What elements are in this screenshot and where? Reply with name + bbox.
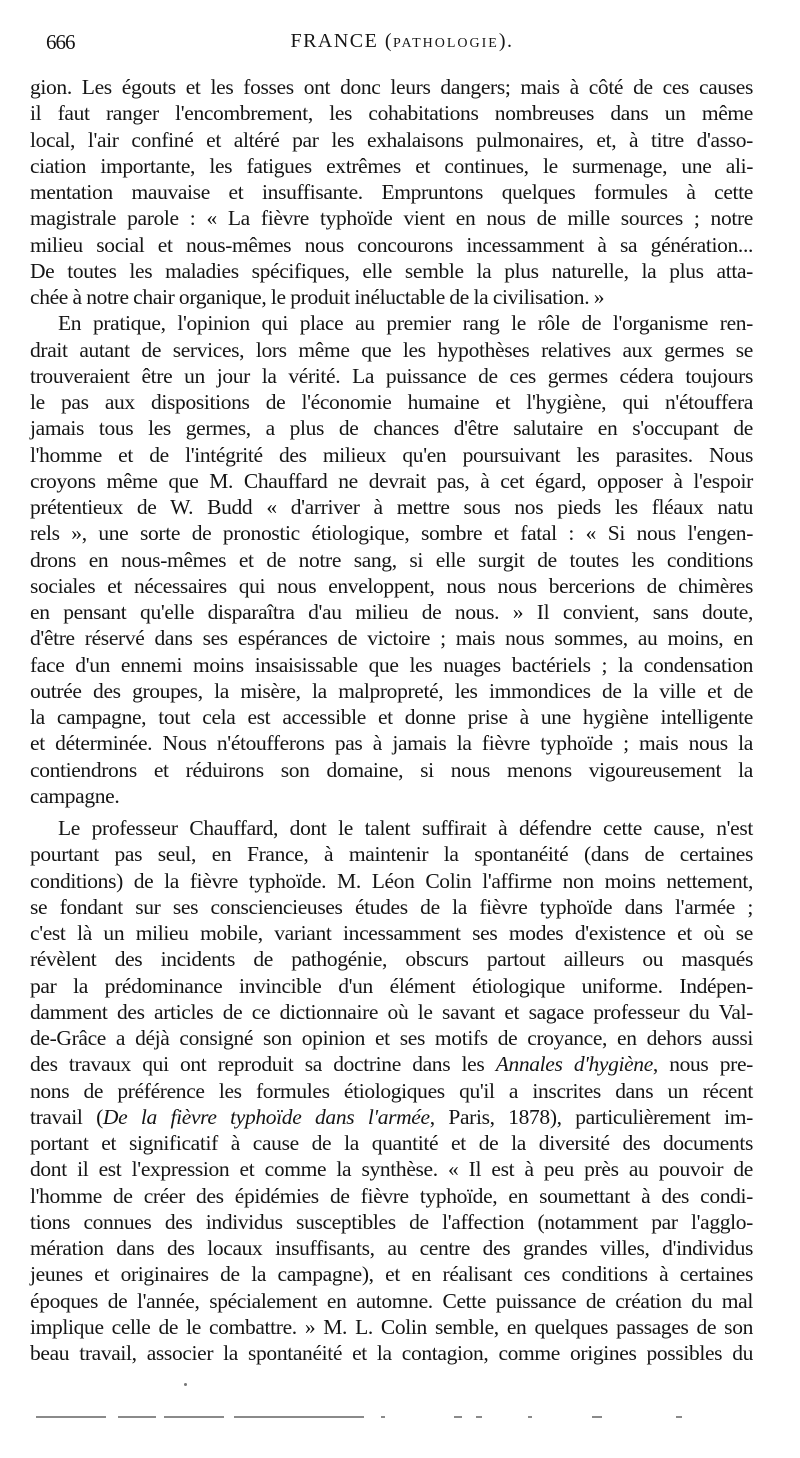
text-line: pourtant pas seul, en France, à maintenir la spontanéité (dans de certaines: [30, 842, 753, 867]
text-line: tions connues des individus susceptibles de l'affection (notamment par l'agglo-: [30, 1209, 753, 1234]
text-line: [30, 1051, 753, 1077]
text-line: ciation importante, les fatigues extrêmes et continues, le surmenage, une ali-: [30, 153, 753, 178]
text-line: dont il est l'expression et comme la synthèse. « Il est à peu près au pouvoir de: [30, 1157, 753, 1182]
text-line: la campagne, tout cela est accessible et donne prise à une hygiène intelligente: [30, 705, 753, 729]
text-line: campagne.: [30, 783, 120, 808]
body-text: [30, 74, 753, 1366]
text-line: jamais tous les germes, a plus de chances d'être salutaire en s'occupant de: [30, 416, 753, 441]
text-line: beau travail, associer la spontanéité et la contagion, comme origines possibles du: [30, 1341, 753, 1365]
text-line: c'est là un milieu mobile, variant incessamment ses modes d'existence et où se: [30, 921, 753, 945]
running-title-main: FRANCE (: [290, 30, 394, 52]
text-line: l'homme et de l'intégrité des milieux qu'en poursuivant les parasites. Nous: [30, 442, 753, 467]
text-line: damment des articles de ce dictionnaire où le savant et sagace professeur du Val-: [30, 999, 753, 1024]
footer-rule: [36, 1416, 756, 1422]
text-line: [30, 1104, 753, 1130]
text-line: drons en nous-mêmes et de notre sang, si elle surgit de toutes les conditions: [30, 547, 753, 572]
text-line: portant et significatif à cause de la quantité et de la diversité des documents: [30, 1131, 753, 1155]
text-line: sociales et nécessaires qui nous enveloppent, nous nous bercerions de chimères: [30, 573, 753, 598]
text-line: milieu social et nous-mêmes nous concourons incessamment à sa génération...: [30, 232, 753, 257]
text-line: drait autant de services, lors même que les hypothèses relatives aux germes se: [30, 337, 753, 362]
text-line: jeunes et originaires de la campagne), et en réalisant ces conditions à certaines: [30, 1262, 753, 1287]
text-line-segment: , Paris, 1878), particulièrement im-: [429, 1104, 753, 1129]
text-line: trouveraient être un jour la vérité. La puissance de ces germes cédera toujours: [30, 363, 753, 388]
text-line: croyons même que M. Chauffard ne devrait pas, à cet égard, opposer à l'espoir: [30, 468, 753, 493]
text-line: se fondant sur ses consciencieuses études de la fièvre typhoïde dans l'armée ;: [30, 894, 753, 919]
italic-title: De la fièvre typhoïde dans l'armée: [102, 1104, 430, 1129]
text-line: De toutes les maladies spécifiques, elle semble la plus naturelle, la plus atta-: [30, 258, 753, 283]
text-line: et déterminée. Nous n'étoufferons pas à jamais la fièvre typhoïde ; mais nous la: [30, 731, 753, 756]
text-line: nons de préférence les formules étiologiques qu'il a inscrites dans un récent: [30, 1078, 753, 1103]
page-header: [46, 30, 758, 62]
text-line-segment: , nous pre-: [652, 1052, 753, 1077]
text-line: local, l'air confiné et altéré par les exhalaisons pulmonaires, et, à titre d'asso-: [30, 127, 753, 152]
text-line: outrée des groupes, la misère, la malpropreté, les immondices de la ville et de: [30, 678, 753, 703]
text-line: mération dans des locaux insuffisants, au centre des grandes villes, d'individus: [30, 1236, 753, 1260]
italic-title: Annales d'hygiène: [495, 1052, 653, 1077]
running-title: [46, 30, 758, 53]
text-line: le pas aux dispositions de l'économie humaine et l'hygiène, qui n'étouffera: [30, 390, 753, 414]
text-line: d'être réservé dans ses espérances de victoire ; mais nous sommes, au moins, en: [30, 626, 753, 651]
text-line: conditions) de la fièvre typhoïde. M. Léon Colin l'affirme non moins nettement,: [30, 868, 753, 893]
text-line: époques de l'année, spécialement en automne. Cette puissance de création du mal: [30, 1288, 753, 1313]
text-line: contiendrons et réduirons son domaine, si nous menons vigoureusement la: [30, 757, 753, 782]
text-line-segment: travail (: [30, 1104, 103, 1129]
print-speck: [184, 1383, 187, 1386]
text-line: rels », une sorte de pronostic étiologique, sombre et fatal : « Si nous l'engen-: [30, 521, 753, 546]
text-line: mentation mauvaise et insuffisante. Empruntons quelques formules à cette: [30, 180, 753, 204]
text-line: en pensant qu'elle disparaîtra d'au milieu de nous. » Il convient, sans doute,: [30, 600, 753, 624]
running-title-subject: PATHOLOGIE: [393, 36, 499, 51]
text-line: face d'un ennemi moins insaisissable que les nuages bactériels ; la condensation: [30, 652, 753, 677]
text-line: l'homme de créer des épidémies de fièvre typhoïde, en soumettant à des condi-: [30, 1183, 753, 1208]
text-line: révèlent des incidents de pathogénie, obscurs partout ailleurs ou masqués: [30, 947, 753, 972]
text-line-segment: des travaux qui ont reproduit sa doctrine dans les: [30, 1052, 496, 1077]
text-line: il faut ranger l'encombrement, les cohabitations nombreuses dans un même: [30, 101, 753, 126]
text-line: Le professeur Chauffard, dont le talent suffirait à défendre cette cause, n'est: [58, 816, 753, 840]
text-line: de-Grâce a déjà consigné son opinion et ses motifs de croyance, en dehors aussi: [30, 1026, 753, 1050]
running-title-close: ).: [498, 30, 514, 52]
text-line: En pratique, l'opinion qui place au premier rang le rôle de l'organisme ren-: [58, 311, 753, 336]
text-line: gion. Les égouts et les fosses ont donc leurs dangers; mais à côté de ces causes: [30, 75, 753, 99]
text-line: prétentieux de W. Budd « d'arriver à mettre sous nos pieds les fléaux natu: [30, 495, 753, 519]
text-line: chée à notre chair organique, le produit inéluctable de la civilisation. »: [30, 285, 605, 309]
text-line: implique celle de le combattre. » M. L. Colin semble, en quelques passages de son: [30, 1314, 753, 1339]
page-number: 666: [46, 30, 75, 54]
text-line: par la prédominance invincible d'un élément étiologique uniforme. Indépen-: [30, 973, 753, 998]
text-line: magistrale parole : « La fièvre typhoïde vient en nous de mille sources ; notre: [30, 206, 753, 231]
